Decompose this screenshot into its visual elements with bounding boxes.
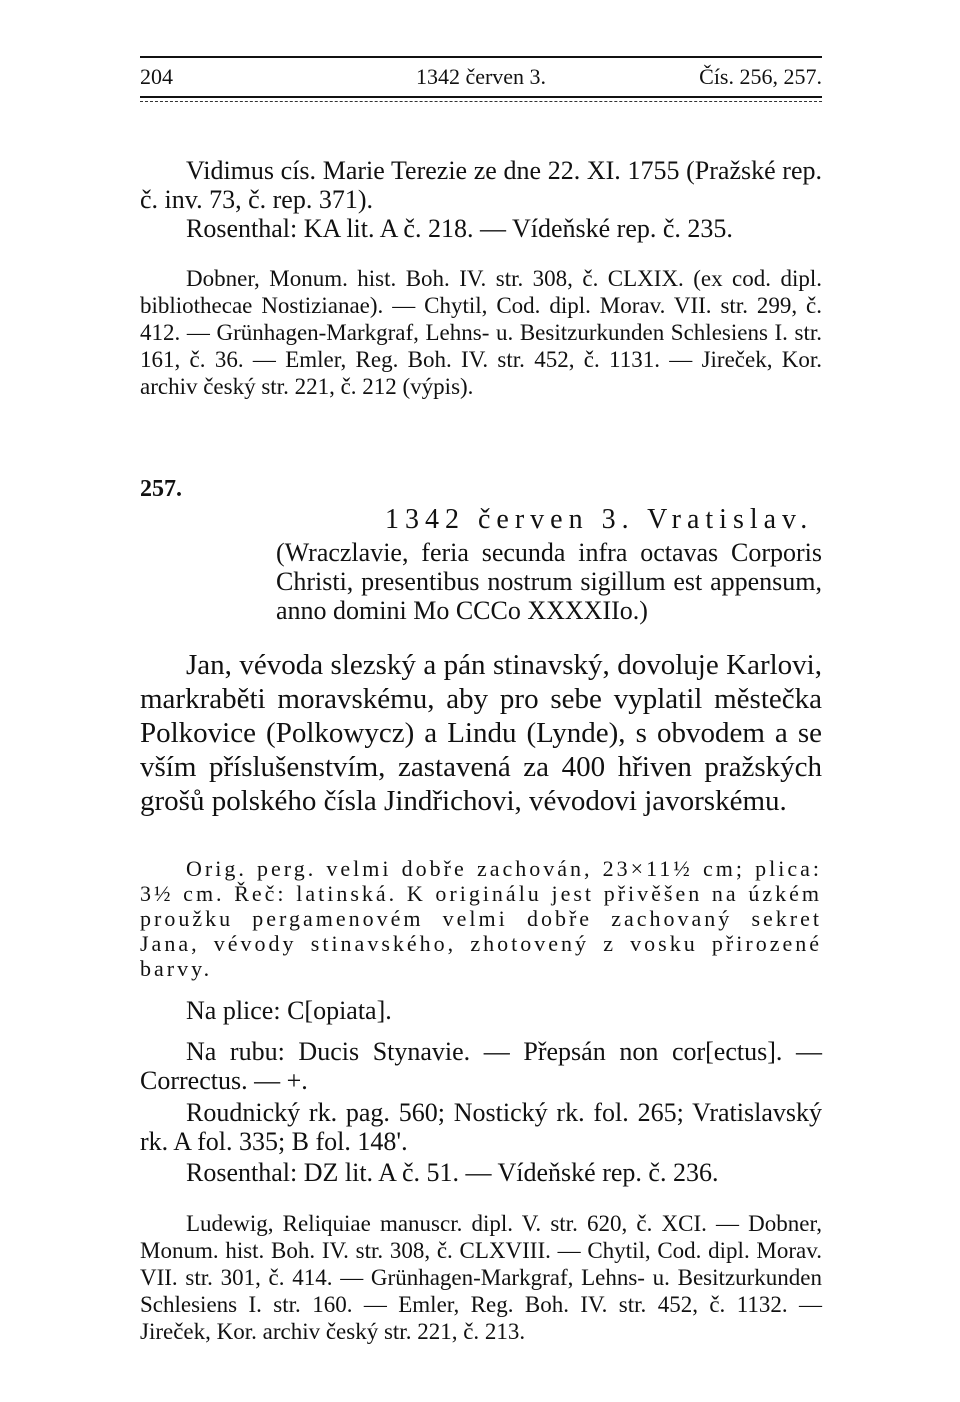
header-bottom-rule	[140, 96, 822, 98]
entry-date-place-text: 1342 červen 3. Vratislav.	[385, 504, 814, 535]
running-head-date: 1342 červen 3.	[415, 64, 547, 89]
plica-note: Na plice: C[opiata].	[186, 996, 392, 1025]
entry-rosenthal: Rosenthal: DZ lit. A č. 51. — Vídeňské rep. č. 236.	[186, 1158, 719, 1187]
dorse-note: Na rubu: Ducis Stynavie. — Přepsán non cor[ectus]. — Correctus. — +.	[140, 1037, 822, 1095]
prev-vidimus: Vidimus cís. Marie Terezie ze dne 22. XI. 1755 (Pražské rep. č. inv. 73, č. rep. 371).	[140, 156, 822, 214]
entry-literature: Ludewig, Reliquiae manuscr. dipl. V. str. 620, č. XCI. — Dobner, Monum. hist. Boh. IV. str. 308, č. CLXVIII. — Chytil, Cod. dipl. Morav. VII. str. 301, č. 414. — Grünhagen-Markgraf, Lehns- u. Besitzurkunden Schlesiens I. str. 160. — Emler, Reg. Boh. IV. str. 452, č. 1132. — Jireček, Kor. archiv český str. 221, č. 213.	[140, 1211, 822, 1344]
running-head-entry-numbers: Čís. 256, 257.	[699, 64, 822, 89]
prev-rosenthal: Rosenthal: KA lit. A č. 218. — Vídeňské rep. č. 235.	[186, 214, 733, 243]
header-dashed-rule	[140, 101, 822, 102]
entry-date-place	[385, 504, 813, 536]
copies-note: Roudnický rk. pag. 560; Nostický rk. fol. 265; Vratislavský rk. A fol. 335; B fol. 148'.	[140, 1098, 822, 1156]
regest: Jan, vévoda slezský a pán stinavský, dovoluje Karlovi, markraběti moravskému, aby pro sebe vyplatil městečka Polkovice (Polkowycz) a Lindu (Lynde), s obvodem a se vším příslušenstvím, zastavená za 400 hřiven pražských grošů polského čísla Jindřichovi, vévodovi javorskému.	[140, 649, 822, 817]
prev-literature: Dobner, Monum. hist. Boh. IV. str. 308, č. CLXIX. (ex cod. dipl. bibliothecae Nostizianae). — Chytil, Cod. dipl. Morav. VII. str. 299, č. 412. — Grünhagen-Markgraf, Lehns- u. Besitzurkunden Schlesiens I. str. 161, č. 36. — Emler, Reg. Boh. IV. str. 452, č. 1131. — Jireček, Kor. archiv český str. 221, č. 212 (výpis).	[140, 266, 822, 399]
latin-dating-clause: (Wraczlavie, feria secunda infra octavas Corporis Christi, presentibus nostrum sigillum est appensum, anno domini Mo CCCo XXXXIIo.)	[276, 538, 822, 625]
entry-number: 257.	[140, 476, 182, 502]
page-number: 204	[140, 64, 173, 89]
running-head	[140, 64, 822, 94]
header-top-rule	[140, 56, 822, 58]
original-description: Orig. perg. velmi dobře zachován, 23×11½ cm; plica: 3½ cm. Řeč: latinská. K originálu jest přivěšen na úzkém proužku pergamenovém velmi dobře zachovaný sekret Jana, vévody stinavského, zhotovený z vosku přirozené barvy.	[140, 856, 822, 981]
